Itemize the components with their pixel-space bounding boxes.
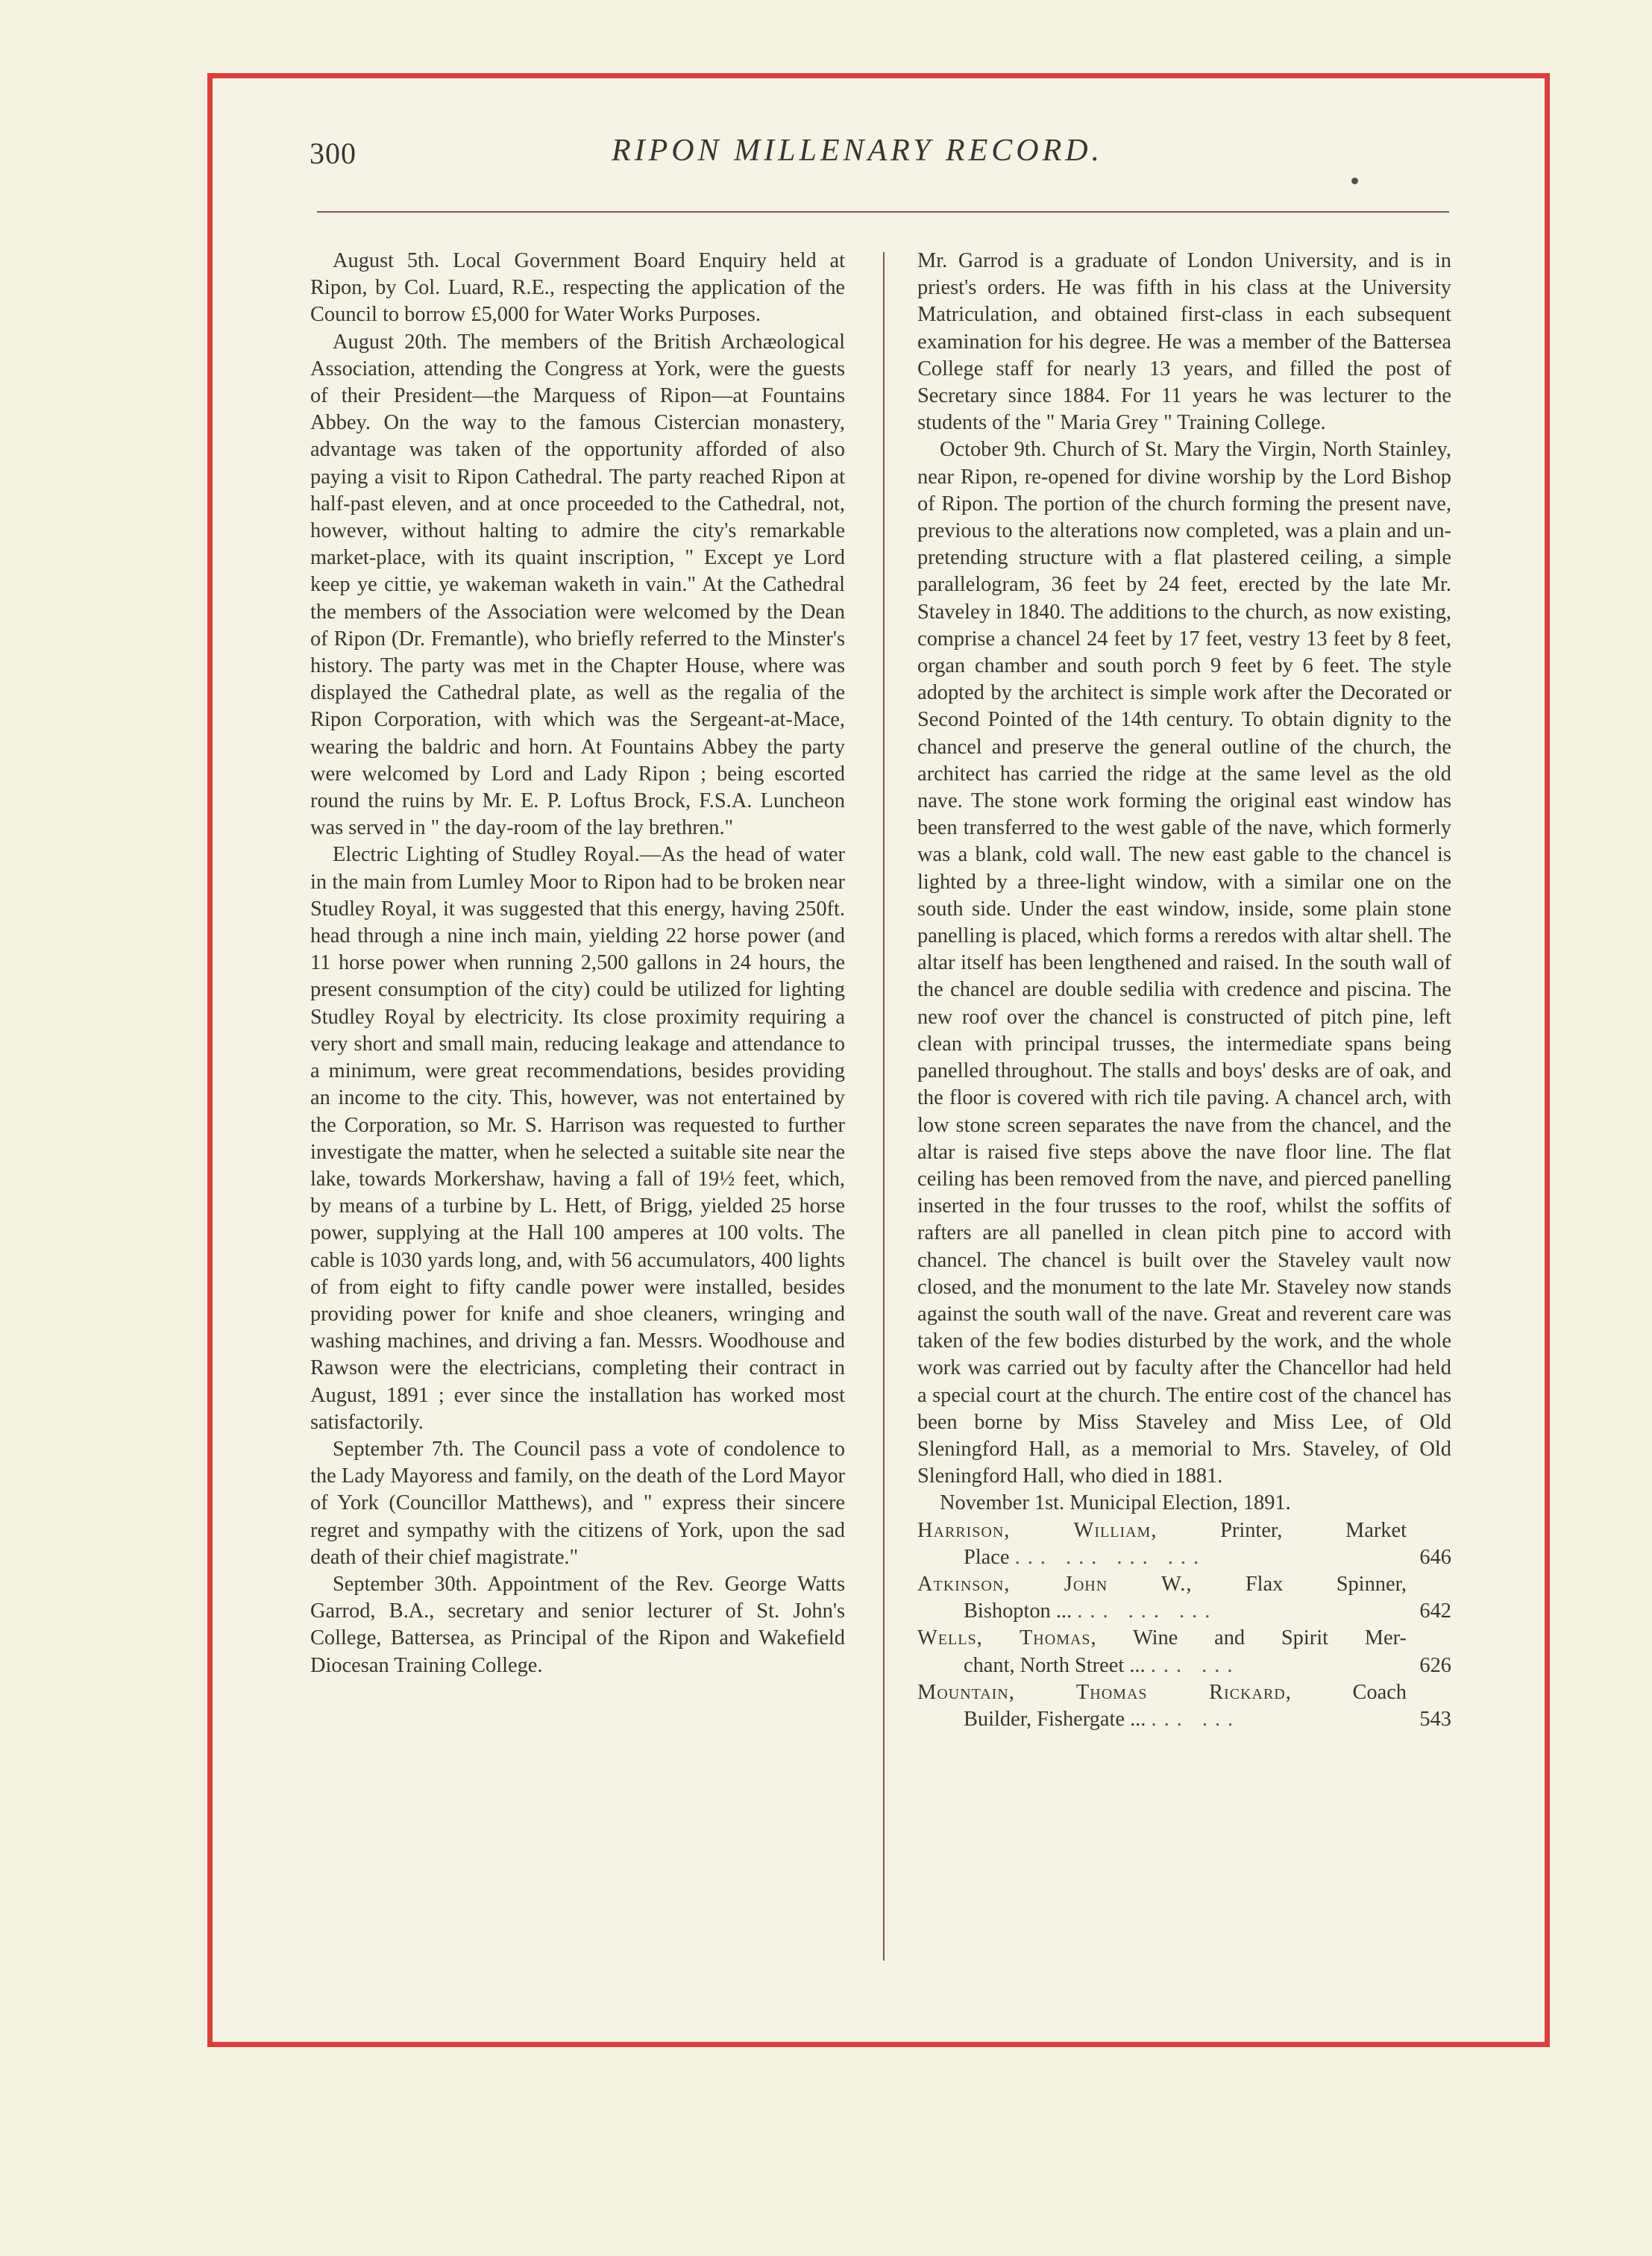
leader-dots: ... ... ... xyxy=(1077,1599,1218,1623)
candidate-entry xyxy=(917,1679,1451,1733)
header-rule xyxy=(317,211,1449,213)
candidate-occupation: Flax Spinner, xyxy=(1245,1572,1407,1596)
paragraph: September 30th. Appointment of the Rev. George Watts Garrod, B.A., secretary and senior lecturer of St. John's College, Battersea, as Principal of the Ripon and Wakefield Diocesan Training College. xyxy=(310,1572,845,1677)
vote-count: 626 xyxy=(1419,1653,1451,1677)
vote-count: 543 xyxy=(1419,1707,1451,1731)
page-number: 300 xyxy=(310,137,357,170)
paragraph: October 9th. Church of St. Mary the Virgin, North Stainley, near Ripon, re-opened for divine worship by the Lord Bishop of Ripon. The portion of the church forming the present nave, previous to the alterations now completed, was a plain and unpretending structure with a flat plastered ceiling, a simple parallelogram, 36 feet by 24 feet, erected by the late Mr. Staveley in 1840. The additions to the church, as now existing, comprise a chancel 24 feet by 17 feet, vestry 13 feet by 8 feet, organ chamber and south porch 9 feet by 6 feet. The style adopted by the architect is simple work after the Decorated or Second Pointed of the 14th century. To obtain dignity to the chancel and preserve the general outline of the church, the architect has carried the ridge at the same level as the old nave. The stone work forming the original east window has been transferred to the west gable of the nave, which formerly was a blank, cold wall. The new east gable to the chancel is lighted by a three-light window, with a similar one on the south side. Under the east window, inside, some plain stone panelling is placed, which forms a reredos with altar shell. The altar itself has been lengthened and raised. In the south wall of the chancel are double sedilia with credence and piscina. The new roof over the chancel is constructed of pitch pine, left clean with principal trusses, the intermediate spans being panelled throughout. The stalls and boys' desks are of oak, and the floor is covered with rich tile paving. A chancel arch, with low stone screen separates the nave from the chancel, and the altar is raised five steps above the nave floor line. The flat ceiling has been removed from the nave, and pierced panelling inserted in the four trusses to the roof, whilst the soffits of rafters are all panelled in clean pitch pine to accord with chancel. The chancel is built over the Staveley vault now closed, and the monument to the late Mr. Staveley now stands against the south wall of the nave. Great and reverent care was taken of the few bodies disturbed by the work, and the whole work was carried out by faculty after the Chancellor had held a special court at the church. The entire cost of the chancel has been borne by Miss Staveley and Miss Lee, of Old Sleningford Hall, as a memorial to Mrs. Staveley, of Old Sleningford Hall, who died in 1881. xyxy=(917,438,1451,1488)
paragraph: August 20th. The members of the British Archæological Association, attending the Congress at York, were the guests of their President—the Marquess of Ripon—at Fountains Abbey. On the way to the famous Cistercian monastery, advantage was taken of the opportunity afforded of also paying a visit to Ripon Cathedral. The party reached Ripon at half-past eleven, and at once proceeded to the Cathedral, not, however, without halting to admire the city's remarkable market-place, with its quaint inscription, " Except ye Lord keep ye cittie, ye wakeman waketh in vain." At the Cathedral the members of the Association were welcomed by the Dean of Ripon (Dr. Fremantle), who briefly referred to the Minster's history. The party was met in the Chapter House, where was displayed the Cathedral plate, as well as the regalia of the Ripon Corporation, with which was the Sergeant-at-Mace, wearing the baldric and horn. At Fountains Abbey the party were welcomed by Lord and Lady Ripon ; being escorted round the ruins by Mr. E. P. Loftus Brock, F.S.A. Luncheon was served in " the day-room of the lay brethren." xyxy=(310,330,845,840)
candidate-occupation: Coach xyxy=(1352,1680,1407,1704)
candidate-entry xyxy=(917,1517,1451,1571)
candidate-name: Mountain, Thomas Rickard, xyxy=(917,1680,1292,1704)
leader-dots: ... ... xyxy=(1150,1653,1240,1677)
right-column xyxy=(917,248,1451,1733)
candidate-name: Wells, Thomas, xyxy=(917,1626,1097,1650)
candidate-address: Place xyxy=(964,1545,1010,1569)
paragraph: November 1st. Municipal Election, 1891. xyxy=(940,1491,1291,1515)
candidate-entry xyxy=(917,1625,1451,1679)
paragraph: Electric Lighting of Studley Royal.—As the head of water in the main from Lumley Moor to Ripon had to be broken near Studley Royal, it was suggested that this energy, having 250ft. head through a nine inch main, yielding 22 horse power (and 11 horse power when running 2,500 gallons in 24 hours, the present consumption of the city) could be utilized for lighting Studley Royal by electricity. Its close proximity requiring a very short and small main, reducing leakage and attendance to a minimum, were great recommendations, besides providing an income to the city. This, however, was not entertained by the Corporation, so Mr. S. Harrison was requested to further investigate the matter, when he selected a suitable site near the lake, towards Morkershaw, having a fall of 19½ feet, which, by means of a turbine by L. Hett, of Brigg, yielded 25 horse power, supplying at the Hall 100 amperes at 100 volts. The cable is 1030 yards long, and, with 56 accumulators, 400 lights of from eight to fifty candle power were installed, besides providing power for knife and shoe cleaners, wringing and washing machines, and driving a fan. Messrs. Woodhouse and Rawson were the electricians, completing their contract in August, 1891 ; ever since the installation has worked most satisfactorily. xyxy=(310,843,845,1434)
ink-mark xyxy=(1351,178,1358,184)
candidate-entry xyxy=(917,1571,1451,1625)
candidate-occupation: Printer, Market xyxy=(1220,1518,1407,1542)
candidate-name: Harrison, William, xyxy=(917,1518,1158,1542)
column-divider xyxy=(883,252,885,1961)
left-column xyxy=(310,248,845,1679)
vote-count: 646 xyxy=(1419,1545,1451,1569)
candidate-name: Atkinson, John W., xyxy=(917,1572,1193,1596)
paragraph: August 5th. Local Government Board Enquiry held at Ripon, by Col. Luard, R.E., respecting the application of the Council to borrow £5,000 for Water Works Purposes. xyxy=(310,249,845,327)
candidate-occupation: Wine and Spirit Mer- xyxy=(1132,1626,1407,1650)
candidate-address: Builder, Fishergate ... xyxy=(964,1707,1146,1731)
running-title: RIPON MILLENARY RECORD. xyxy=(612,134,1104,168)
vote-count: 642 xyxy=(1419,1599,1451,1623)
candidate-address: chant, North Street ... xyxy=(964,1653,1146,1677)
paragraph: September 7th. The Council pass a vote of condolence to the Lady Mayoress and family, on the death of the Lord Mayor of York (Councillor Matthews), and " express their sincere regret and sympathy with the citizens of York, upon the sad death of their chief magistrate." xyxy=(310,1437,845,1569)
leader-dots: ... ... xyxy=(1151,1707,1241,1731)
candidate-address: Bishopton ... xyxy=(964,1599,1072,1623)
paragraph-continuation: Mr. Garrod is a graduate of London University, and is in priest's orders. He was fifth in his class at the University Matriculation, and obtained first-class in each subsequent examination for his degree. He was a member of the Battersea College staff for nearly 13 years, and filled the post of Secretary since 1884. For 11 years he was lecturer to the students of the " Maria Grey " Training College. xyxy=(917,249,1451,435)
leader-dots: ... ... ... ... xyxy=(1014,1545,1207,1569)
election-results xyxy=(917,1517,1451,1734)
